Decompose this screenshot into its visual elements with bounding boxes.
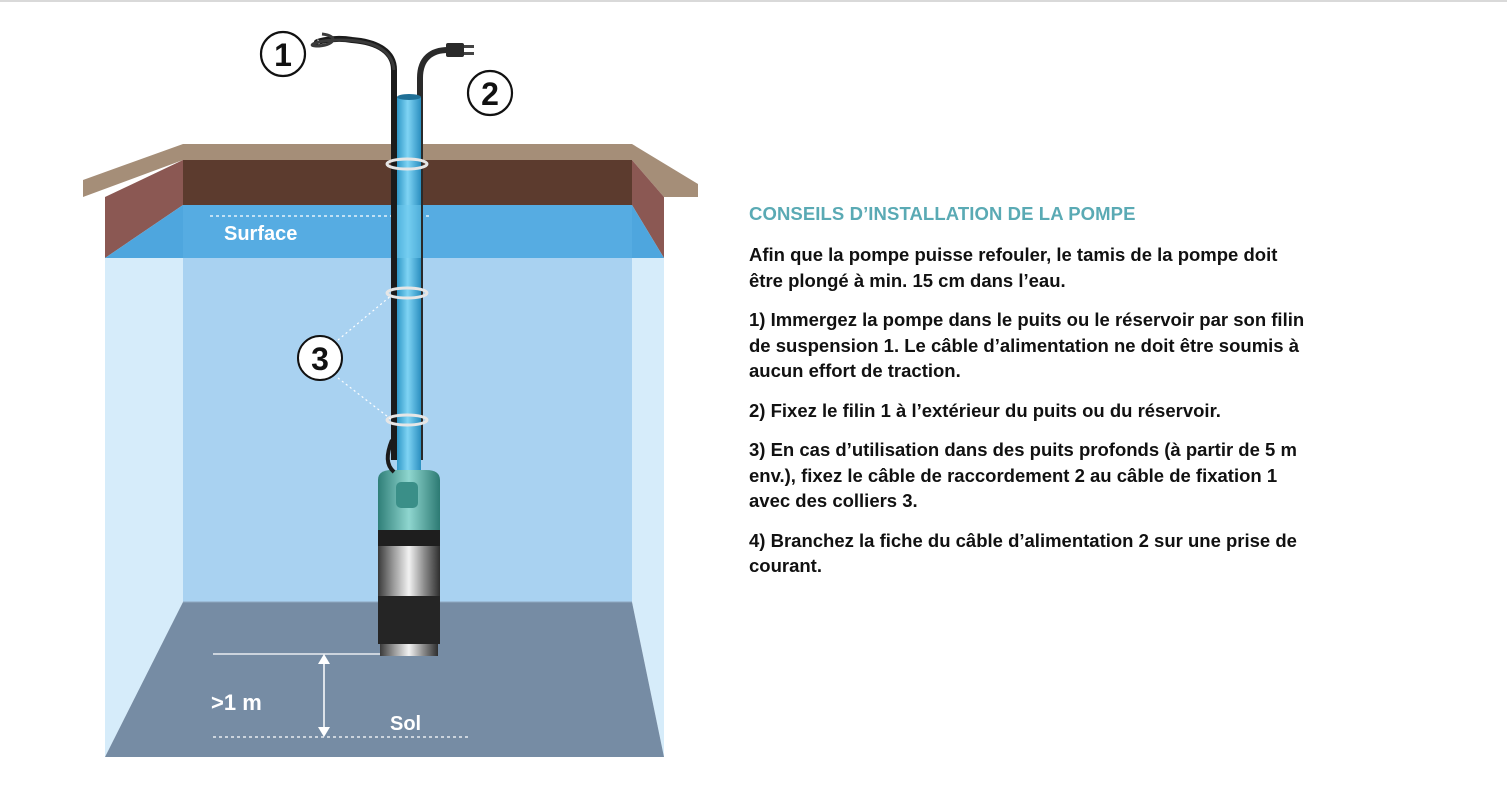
min-depth-label: >1 m	[211, 690, 262, 715]
step-3: 3) En cas d’utilisation dans des puits profonds (à partir de 5 m env.), fixez le câble de raccordement 2 au câble de fixation 1 avec des colliers 3.	[749, 439, 1297, 511]
submersible-pump	[378, 440, 440, 656]
svg-text:2: 2	[481, 76, 499, 112]
soil-label: Sol	[390, 713, 422, 735]
well-installation-diagram	[0, 0, 720, 801]
svg-text:1: 1	[274, 37, 292, 73]
power-plug-icon	[446, 43, 474, 57]
step-4: 4) Branchez la fiche du câble d’alimentation 2 sur une prise de courant.	[749, 529, 1297, 576]
surface-label: Surface	[224, 223, 298, 245]
panel-heading: CONSEILS D’INSTALLATION DE LA POMPE	[749, 203, 1136, 224]
step-1: 1) Immergez la pompe dans le puits ou le réservoir par son filin de suspension 1. Le câble d’alimentation ne doit être soumis à aucun effort de traction.	[749, 309, 1305, 381]
callout-3	[298, 336, 342, 380]
svg-text:3: 3	[311, 341, 329, 377]
callout-1	[261, 32, 305, 76]
callout-2	[468, 71, 512, 115]
intro-paragraph: Afin que la pompe puisse refouler, le tamis de la pompe doit être plongé à min. 15 cm dans l’eau.	[749, 244, 1278, 291]
installation-tips-panel	[749, 201, 1389, 593]
step-2: 2) Fixez le filin 1 à l’extérieur du puits ou du réservoir.	[749, 399, 1221, 421]
